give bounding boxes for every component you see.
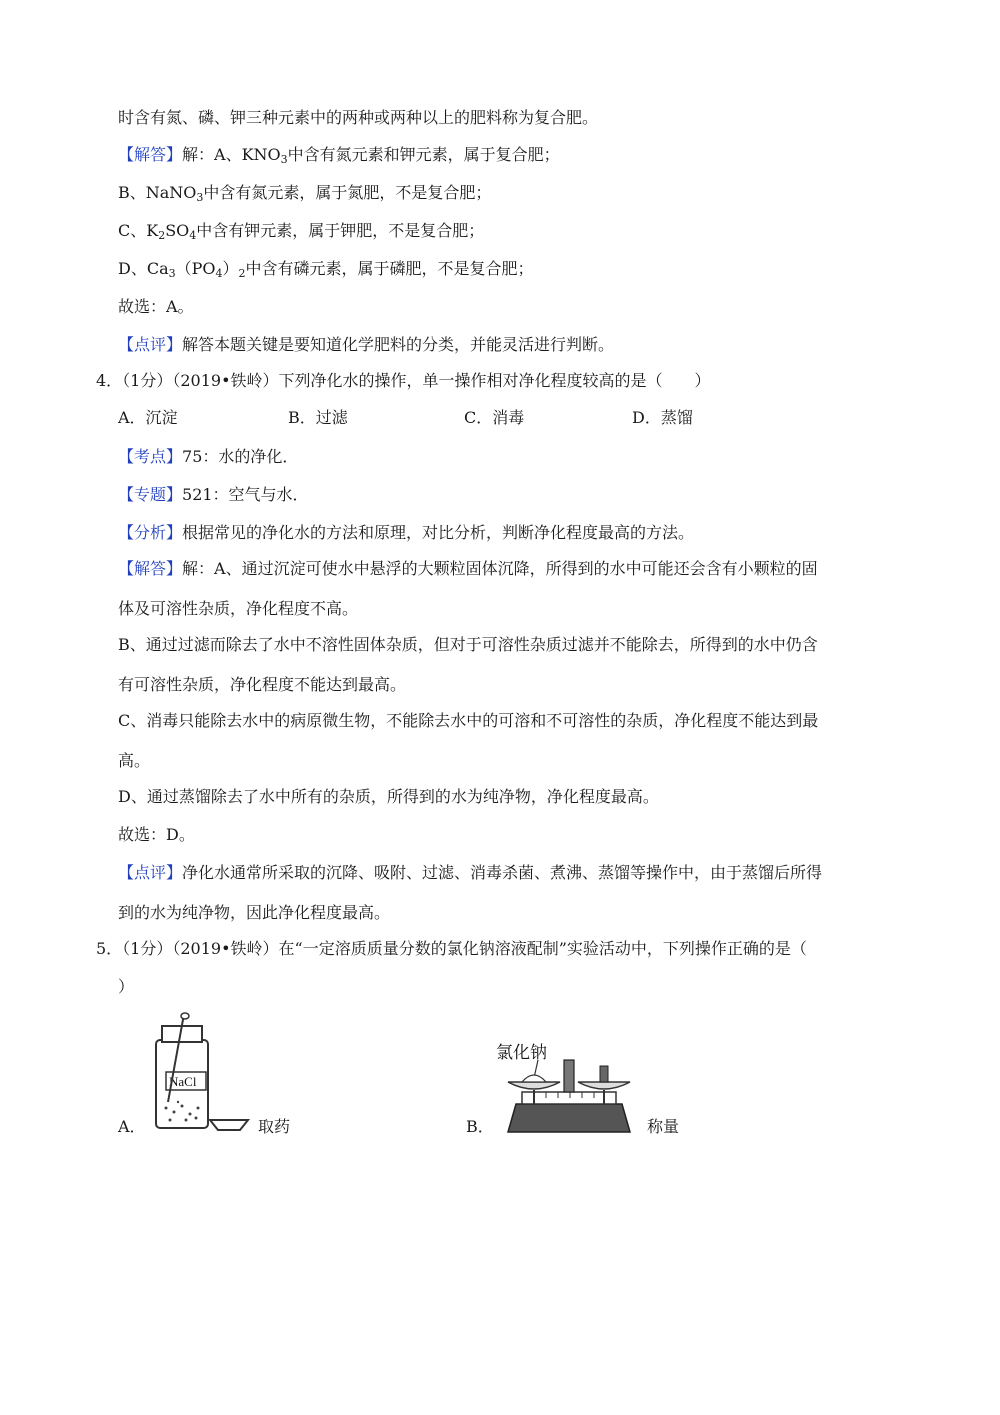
q4-choice: 故选：D。	[118, 825, 195, 844]
balance-scale-figure	[494, 1040, 644, 1136]
q4-jieda-a1: 【解答】解：A、通过沉淀可使水中悬浮的大颗粒固体沉降，所得到的水中可能还会含有小颗粒的固	[118, 559, 818, 578]
q4-zhuanti: 【专题】521：空气与水．	[118, 485, 309, 504]
q5-option-a-caption: 取药	[258, 1117, 291, 1136]
q4-dianping1: 【点评】净化水通常所采取的沉降、吸附、过滤、消毒杀菌、煮沸、蒸馏等操作中，由于蒸馏后所得	[118, 863, 823, 882]
q5-option-a-letter: A．	[118, 1117, 146, 1136]
q3-answer-c: C、$K_2SO_4$中含有钾元素，属于钾肥，不是复合肥；	[118, 221, 485, 242]
q4-option-d: D．蒸馏	[632, 408, 693, 427]
jar-label: NaCl	[169, 1074, 197, 1089]
q4-option-b: B．过滤	[288, 408, 348, 427]
q4-dianping2: 到的水为纯净物，因此净化程度最高。	[118, 903, 391, 922]
q3-comment: 【点评】解答本题关键是要知道化学肥料的分类，并能灵活进行判断。	[118, 335, 615, 354]
q5-stem-line2: ）	[118, 977, 135, 996]
q3-answer-a: 【解答】解：A、$KNO_3$中含有氮元素和钾元素，属于复合肥；	[118, 145, 560, 166]
q4-jieda-b2: 有可溶性杂质，净化程度不能达到最高。	[118, 675, 407, 694]
q4-kaodian: 【考点】75：水的净化．	[118, 447, 299, 466]
q5-stem-line1: 5．（1分）（2019•铁岭）在“一定溶质质量分数的氯化钠溶液配制”实验活动中，下列操作正确的是（	[96, 939, 807, 958]
q4-jieda-c2: 高。	[118, 751, 151, 770]
reagent-jar-figure	[148, 1012, 256, 1134]
q4-fenxi: 【分析】根据常见的净化水的方法和原理，对比分析，判断净化程度最高的方法。	[118, 523, 695, 542]
q4-option-a: A．沉淀	[118, 408, 178, 427]
q5-option-b-letter: B．	[466, 1117, 494, 1136]
q4-option-c: C．消毒	[464, 408, 525, 427]
q4-jieda-a2: 体及可溶性杂质，净化程度不高。	[118, 599, 359, 618]
balance-label: 氯化钠	[496, 1043, 547, 1063]
q3-answer-d: D、$Ca_3(PO_4)_2$中含有磷元素，属于磷肥，不是复合肥；	[118, 259, 534, 280]
q3-answer-b: B、NaNO$_3$中含有氮元素，属于氮肥，不是复合肥；	[118, 183, 492, 204]
q3-continuation: 时含有氮、磷、钾三种元素中的两种或两种以上的肥料称为复合肥。	[118, 108, 599, 127]
q4-jieda-b1: B、通过过滤而除去了水中不溶性固体杂质，但对于可溶性杂质过滤并不能除去，所得到的水中仍含	[118, 635, 818, 654]
q4-stem: 4．（1分）（2019•铁岭）下列净化水的操作，单一操作相对净化程度较高的是（ ）	[96, 371, 711, 390]
q4-jieda-d: D、通过蒸馏除去了水中所有的杂质，所得到的水为纯净物，净化程度最高。	[118, 787, 659, 806]
answer-tag: 【解答】	[118, 145, 183, 164]
q5-option-b-caption: 称量	[647, 1117, 680, 1136]
q4-jieda-c1: C、消毒只能除去水中的病原微生物，不能除去水中的可溶和不可溶性的杂质，净化程度不能达到最	[118, 711, 819, 730]
q3-choice: 故选：A。	[118, 297, 194, 316]
comment-tag: 【点评】	[118, 335, 183, 354]
